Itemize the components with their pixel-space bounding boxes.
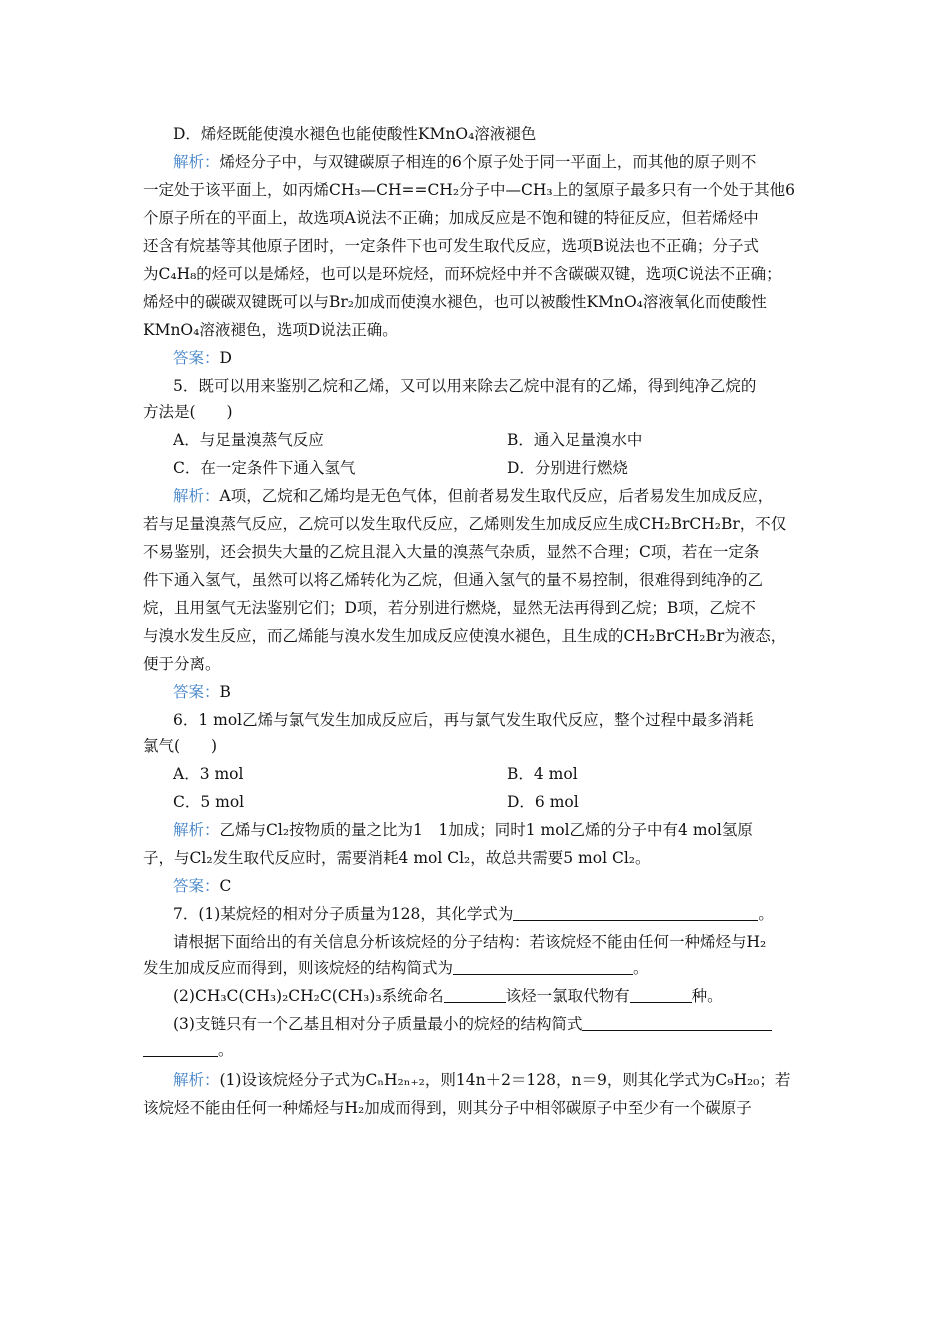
q6-option-d: D．6 mol	[507, 793, 579, 811]
q6-options-row	[173, 792, 823, 812]
answer-label: 答案：	[173, 349, 220, 367]
answer-label: 答案：	[173, 683, 220, 701]
q7-part3: (3)支链只有一个乙基且相对分子质量最小的烷烃的结构简式	[173, 1014, 823, 1034]
q7-explanation-line: 解析：(1)设该烷烃分子式为CₙH₂ₙ₊₂，则14n＋2＝128，n＝9，则其化学式为C₉H₂₀；若	[173, 1071, 791, 1089]
q7-part1-info: 请根据下面给出的有关信息分析该烷烃的分子结构：若该烷烃不能由任何一种烯烃与H₂	[173, 933, 767, 951]
explanation-label: 解析：	[173, 1071, 220, 1089]
q4-explanation-line: 一定处于该平面上，如丙烯CH₃—CH==CH₂分子中—CH₃上的氢原子最多只有一个处于其他6	[143, 181, 795, 199]
q7-explanation-line: 该烷烃不能由任何一种烯烃与H₂加成而得到，则其分子中相邻碳原子中至少有一个碳原子	[143, 1099, 752, 1117]
q5-options-row	[173, 430, 823, 450]
q6-options-row	[173, 764, 823, 784]
q4-explanation-line: 个原子所在的平面上，故选项A说法不正确；加成反应是不饱和键的特征反应，但若烯烃中	[143, 209, 759, 227]
answer-label: 答案：	[173, 877, 220, 895]
q4-explanation-line: KMnO₄溶液褪色，选项D说法正确。	[143, 321, 398, 339]
q4-explanation-line: 为C₄H₈的烃可以是烯烃，也可以是环烷烃，而环烷烃中并不含碳碳双键，选项C说法不正确；	[143, 265, 782, 283]
q5-explanation-line: 若与足量溴蒸气反应，乙烷可以发生取代反应，乙烯则发生加成反应生成CH₂BrCH₂Br，不仅	[143, 515, 787, 533]
q4-explanation-line: 烯烃中的碳碳双键既可以与Br₂加成而使溴水褪色，也可以被酸性KMnO₄溶液氧化而使酸性	[143, 293, 767, 311]
q5-explanation-line: 件下通入氢气，虽然可以将乙烯转化为乙烷，但通入氢气的量不易控制，很难得到纯净的乙	[143, 571, 764, 589]
q6-stem: 6．1 mol乙烯与氯气发生加成反应后，再与氯气发生取代反应，整个过程中最多消耗	[173, 711, 754, 729]
q5-option-a: A．与足量溴蒸气反应	[173, 431, 324, 449]
answer-blank[interactable]	[513, 905, 758, 921]
q5-explanation-line: 不易鉴别，还会损失大量的乙烷且混入大量的溴蒸气杂质，显然不合理；C项，若在一定条	[143, 543, 760, 561]
q6-stem: 氯气( )	[143, 737, 218, 755]
explanation-label: 解析：	[173, 153, 220, 171]
q5-answer: 答案：B	[173, 683, 231, 701]
q4-option-d: D．烯烃既能使溴水褪色也能使酸性KMnO₄溶液褪色	[173, 125, 537, 143]
q6-answer: 答案：C	[173, 877, 232, 895]
q6-option-b: B．4 mol	[507, 765, 578, 783]
answer-blank[interactable]	[630, 987, 692, 1003]
q7-part1-structure: 发生加成反应而得到，则该烷烃的结构简式为 。	[143, 959, 649, 977]
q5-explanation-line: 解析：A项，乙烷和乙烯均是无色气体，但前者易发生取代反应，后者易发生加成反应，	[173, 487, 774, 505]
q6-option-c: C．5 mol	[173, 793, 245, 811]
q6-option-a: A．3 mol	[173, 765, 244, 783]
answer-blank[interactable]	[582, 1015, 772, 1031]
q5-stem: 方法是( )	[143, 403, 233, 421]
explanation-label: 解析：	[173, 821, 220, 839]
q4-answer: 答案：D	[173, 349, 232, 367]
q5-explanation-line: 便于分离。	[143, 655, 221, 673]
q6-explanation-line: 子，与Cl₂发生取代反应时，需要消耗4 mol Cl₂，故总共需要5 mol Cl₂。	[143, 849, 651, 867]
q5-option-d: D．分别进行燃烧	[507, 459, 628, 477]
explanation-label: 解析：	[173, 487, 220, 505]
answer-blank[interactable]	[143, 1041, 218, 1057]
q4-explanation-line: 解析：烯烃分子中，与双键碳原子相连的6个原子处于同一平面上，而其他的原子则不	[173, 153, 757, 171]
q5-stem: 5．既可以用来鉴别乙烷和乙烯，又可以用来除去乙烷中混有的乙烯，得到纯净乙烷的	[173, 377, 757, 395]
q5-explanation-line: 烷，且用氢气无法鉴别它们；D项，若分别进行燃烧，显然无法再得到乙烷；B项，乙烷不	[143, 599, 756, 617]
answer-blank[interactable]	[444, 987, 506, 1003]
q6-explanation-line: 解析：乙烯与Cl₂按物质的量之比为1 1加成；同时1 mol乙烯的分子中有4 mol氢原	[173, 821, 753, 839]
q7-part3-cont: 。	[143, 1040, 823, 1060]
q7-part2: (2)CH₃C(CH₃)₂CH₂C(CH₃)₃系统命名 该烃一氯取代物有 种。	[173, 987, 723, 1005]
answer-blank[interactable]	[453, 959, 633, 975]
q7-part1: 7．(1)某烷烃的相对分子质量为128，其化学式为 。	[173, 905, 774, 923]
q5-option-c: C．在一定条件下通入氢气	[173, 459, 356, 477]
q5-option-b: B．通入足量溴水中	[507, 431, 643, 449]
q4-explanation-line: 还含有烷基等其他原子团时，一定条件下也可发生取代反应，选项B说法也不正确；分子式	[143, 237, 759, 255]
q5-explanation-line: 与溴水发生反应，而乙烯能与溴水发生加成反应使溴水褪色，且生成的CH₂BrCH₂Br为液态，	[143, 627, 787, 645]
q5-options-row	[173, 458, 823, 478]
